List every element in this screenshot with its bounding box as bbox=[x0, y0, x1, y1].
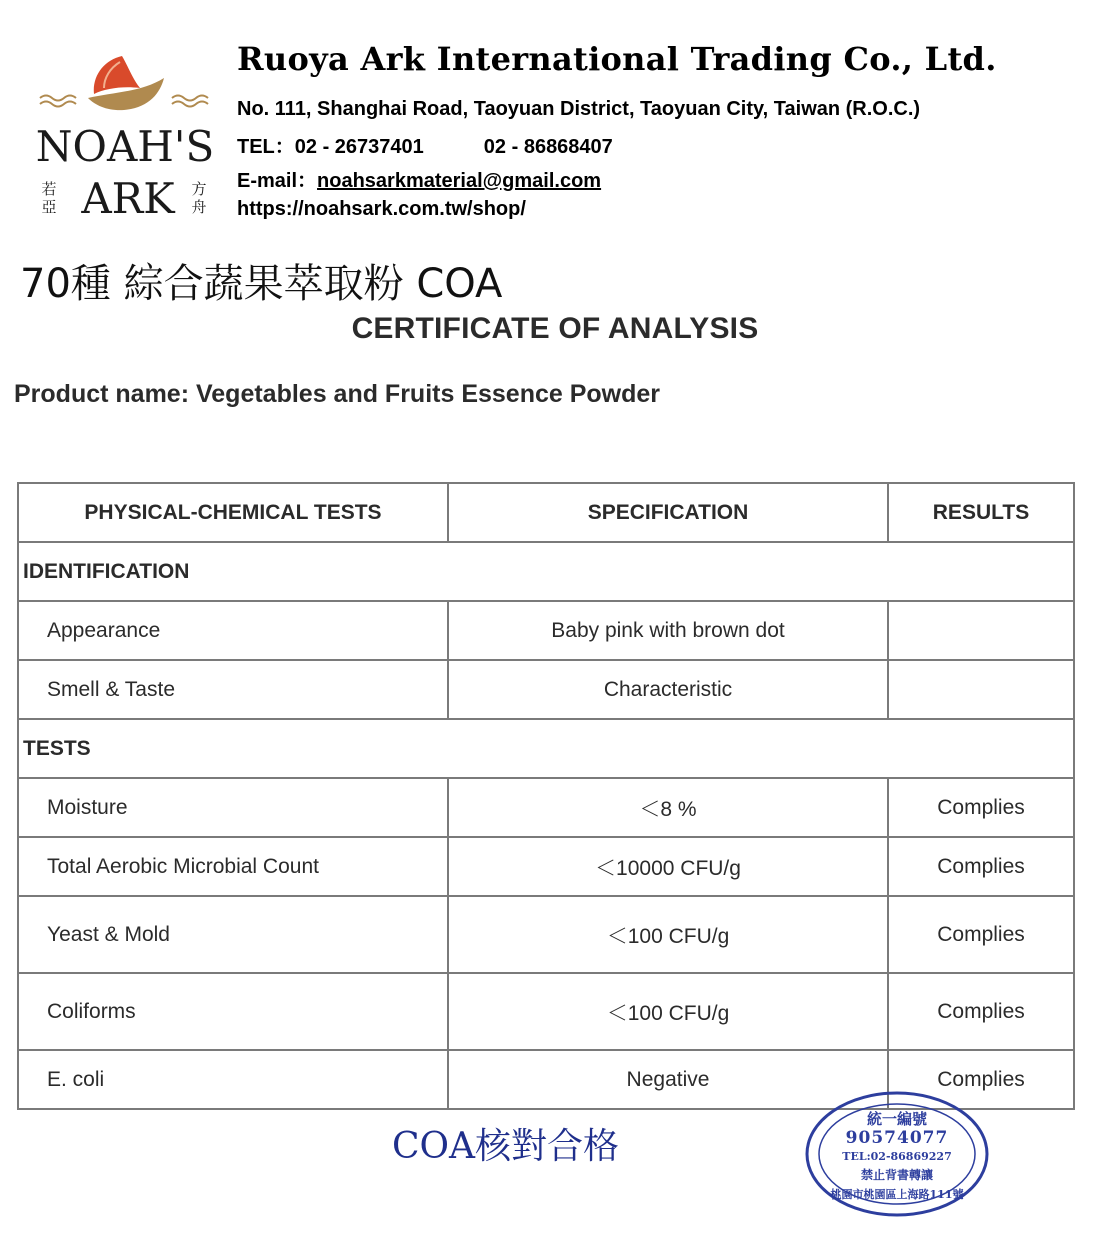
tel-number-1: 02 - 26737401 bbox=[294, 136, 424, 158]
test-result: Complies bbox=[888, 778, 1074, 837]
company-email bbox=[237, 164, 601, 193]
product-name: Product name: Vegetables and Fruits Essence Powder bbox=[14, 380, 661, 408]
stamp-bottom-text: 桃園市桃園區上海路111號 bbox=[830, 1188, 964, 1201]
company-logo bbox=[24, 48, 224, 228]
test-name: Total Aerobic Microbial Count bbox=[18, 837, 448, 896]
stamp-line-4: 禁止背書轉讓 bbox=[860, 1168, 933, 1182]
test-name: Appearance bbox=[18, 601, 448, 660]
test-spec: Characteristic bbox=[448, 660, 888, 719]
table-row bbox=[18, 973, 1074, 1050]
coa-verified-note: COA核對合格 bbox=[392, 1126, 620, 1167]
test-result: Complies bbox=[888, 973, 1074, 1050]
table-row bbox=[18, 896, 1074, 973]
test-spec: ＜100 CFU/g bbox=[448, 973, 888, 1050]
company-name: Ruoya Ark International Trading Co., Ltd. bbox=[237, 40, 997, 78]
logo-brand-line1: NOAH'S bbox=[35, 122, 215, 171]
test-spec: ＜100 CFU/g bbox=[448, 896, 888, 973]
test-result bbox=[888, 601, 1074, 660]
logo-cjk-left: 若亞 bbox=[41, 180, 57, 216]
stamp-line-1: 統一編號 bbox=[866, 1110, 927, 1128]
section-title-tests: TESTS bbox=[18, 719, 1074, 778]
section-title-identification: IDENTIFICATION bbox=[18, 542, 1074, 601]
document-title: 70種 綜合蔬果萃取粉 COA bbox=[20, 261, 503, 307]
email-label: E-mail： bbox=[237, 170, 318, 192]
email-link[interactable]: noahsarkmaterial@gmail.com bbox=[317, 170, 602, 192]
header-specification: SPECIFICATION bbox=[448, 483, 888, 542]
table-row bbox=[18, 601, 1074, 660]
stamp-line-2: 90574077 bbox=[845, 1128, 949, 1148]
coa-table bbox=[17, 482, 1075, 1110]
test-name: Moisture bbox=[18, 778, 448, 837]
certificate-heading: CERTIFICATE OF ANALYSIS bbox=[351, 312, 759, 345]
company-website[interactable]: https://noahsark.com.tw/shop/ bbox=[237, 198, 526, 220]
test-result: Complies bbox=[888, 896, 1074, 973]
table-row bbox=[18, 837, 1074, 896]
logo-cjk-right: 方舟 bbox=[191, 180, 207, 216]
section-row bbox=[18, 719, 1074, 778]
test-spec: ＜10000 CFU/g bbox=[448, 837, 888, 896]
table-header-row bbox=[18, 483, 1074, 542]
table-row bbox=[18, 778, 1074, 837]
company-phone bbox=[237, 130, 613, 159]
header-tests: PHYSICAL-CHEMICAL TESTS bbox=[18, 483, 448, 542]
header-results: RESULTS bbox=[888, 483, 1074, 542]
tel-number-2: 02 - 86868407 bbox=[483, 136, 613, 158]
tel-label: TEL： bbox=[237, 136, 295, 158]
test-name: Smell & Taste bbox=[18, 660, 448, 719]
test-spec: Baby pink with brown dot bbox=[448, 601, 888, 660]
stamp-line-3: TEL:02-86869227 bbox=[842, 1150, 952, 1163]
test-name: Coliforms bbox=[18, 973, 448, 1050]
test-name: E. coli bbox=[18, 1050, 448, 1109]
test-spec: Negative bbox=[448, 1050, 888, 1109]
test-result: Complies bbox=[888, 1050, 1074, 1109]
company-address: No. 111, Shanghai Road, Taoyuan District, Taoyuan City, Taiwan (R.O.C.) bbox=[237, 98, 921, 120]
company-seal-stamp bbox=[803, 1090, 991, 1218]
section-row bbox=[18, 542, 1074, 601]
test-result bbox=[888, 660, 1074, 719]
test-result: Complies bbox=[888, 837, 1074, 896]
test-spec: ＜8 % bbox=[448, 778, 888, 837]
ark-ship-icon bbox=[24, 48, 224, 128]
logo-brand-line2: ARK bbox=[81, 174, 175, 223]
test-name: Yeast & Mold bbox=[18, 896, 448, 973]
table-row bbox=[18, 660, 1074, 719]
